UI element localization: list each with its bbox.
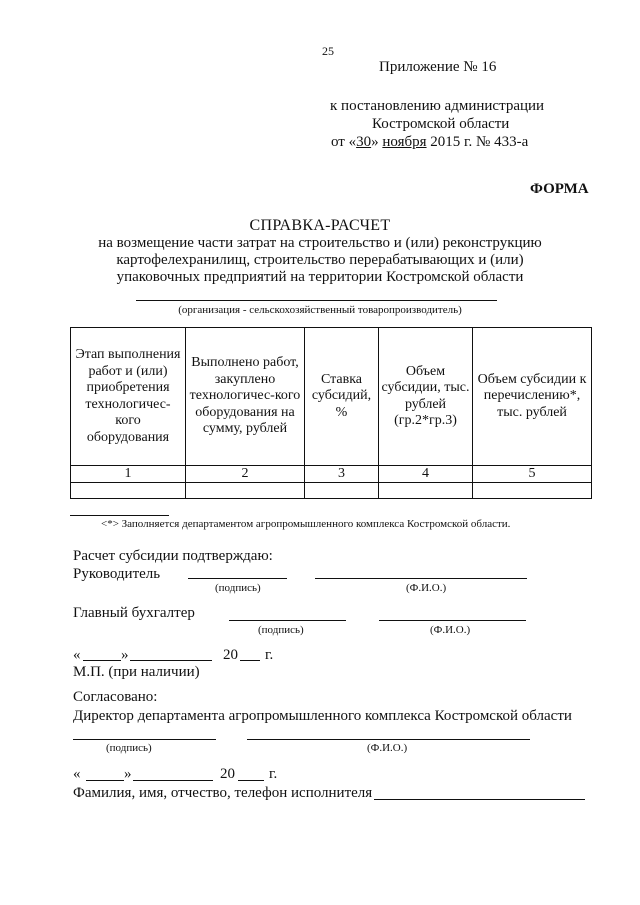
table-number-row xyxy=(71,466,592,483)
confirm-date-open: « xyxy=(73,647,81,663)
appendix-date xyxy=(331,134,528,151)
agreed-date-open: « xyxy=(73,766,81,782)
header-stage: Этап выполнения работ и (или) приобретения технологичес-кого оборудования xyxy=(71,328,186,466)
accountant-signature-caption: (подпись) xyxy=(258,624,304,636)
agreed-day-line[interactable] xyxy=(86,780,124,781)
subtitle-text: на возмещение части затрат на строительство и (или) реконструкцию картофелехранилищ, строительство перерабатывающих и (или) упаковочных предприятий на территории Костромской области xyxy=(98,235,542,285)
date-prefix: от « xyxy=(331,134,357,150)
appendix-line-2: Костромской области xyxy=(372,116,510,132)
accountant-name-caption: (Ф.И.О.) xyxy=(430,624,471,636)
executor-field-line[interactable] xyxy=(374,799,585,800)
calculation-table xyxy=(70,327,592,499)
confirm-year: 20 xyxy=(223,647,238,663)
header-completed-amount: Выполнено работ, закуплено технологичес-кого оборудования на сумму, рублей xyxy=(186,328,305,466)
form-label: ФОРМА xyxy=(530,181,589,197)
head-signature-caption: (подпись) xyxy=(215,582,261,594)
date-day: 30 xyxy=(356,134,372,150)
director-name-caption: (Ф.И.О.) xyxy=(367,742,408,754)
organization-caption: (организация - сельскохозяйственный товаропроизводитель) xyxy=(178,304,462,316)
agreed-year-suffix: г. xyxy=(269,766,278,782)
head-signature-line[interactable] xyxy=(188,578,287,579)
director-signature-line[interactable] xyxy=(73,739,216,740)
date-year: 2015 г. № xyxy=(426,134,495,150)
agreed-month-line[interactable] xyxy=(133,780,213,781)
table-cell[interactable] xyxy=(186,483,305,499)
agreed-heading: Согласовано: xyxy=(73,689,158,705)
accountant-name-line[interactable] xyxy=(379,620,526,621)
director-label: Директор департамента агропромышленного комплекса Костромской области xyxy=(73,708,572,724)
executor-label: Фамилия, имя, отчество, телефон исполнителя xyxy=(73,785,373,801)
table-cell[interactable] xyxy=(379,483,473,499)
confirm-day-line[interactable] xyxy=(83,660,121,661)
confirm-year-suffix: г. xyxy=(265,647,274,663)
table-cell[interactable] xyxy=(71,483,186,499)
header-subsidy-volume: Объем субсидии, тыс. рублей (гр.2*гр.3) xyxy=(379,328,473,466)
footnote: <*> Заполняется департаментом агропромышленного комплекса Костромской области. xyxy=(101,518,511,530)
page-number: 25 xyxy=(322,44,334,58)
head-name-caption: (Ф.И.О.) xyxy=(406,582,447,594)
confirm-year-line[interactable] xyxy=(240,660,260,661)
table-cell[interactable] xyxy=(305,483,379,499)
organization-field-line[interactable] xyxy=(136,300,497,301)
confirm-date-close: » xyxy=(121,647,129,663)
head-name-line[interactable] xyxy=(315,578,527,579)
column-number: 3 xyxy=(305,466,379,483)
document-title: СПРАВКА-РАСЧЕТ xyxy=(249,217,391,234)
head-label: Руководитель xyxy=(73,566,161,582)
confirm-heading: Расчет субсидии подтверждаю: xyxy=(73,548,273,564)
document-subtitle xyxy=(0,235,640,286)
column-number: 1 xyxy=(71,466,186,483)
date-month: ноября xyxy=(382,134,427,150)
appendix-line-1: к постановлению администрации xyxy=(330,98,545,114)
stamp-label: М.П. (при наличии) xyxy=(73,664,200,680)
appendix-title: Приложение № 16 xyxy=(379,59,497,75)
date-number: 433-а xyxy=(494,134,529,150)
column-number: 5 xyxy=(473,466,592,483)
table-header-row xyxy=(71,328,592,466)
table-cell[interactable] xyxy=(473,483,592,499)
header-subsidy-rate: Ставка субсидий, % xyxy=(305,328,379,466)
header-subsidy-transfer: Объем субсидии к перечислению*, тыс. рублей xyxy=(473,328,592,466)
column-number: 4 xyxy=(379,466,473,483)
director-name-line[interactable] xyxy=(247,739,530,740)
agreed-date-close: » xyxy=(124,766,132,782)
agreed-year-line[interactable] xyxy=(238,780,264,781)
agreed-year: 20 xyxy=(220,766,235,782)
footnote-separator xyxy=(70,515,169,516)
accountant-signature-line[interactable] xyxy=(229,620,346,621)
director-signature-caption: (подпись) xyxy=(106,742,152,754)
accountant-label: Главный бухгалтер xyxy=(73,605,195,621)
confirm-month-line[interactable] xyxy=(130,660,212,661)
date-mid: » xyxy=(371,134,383,150)
column-number: 2 xyxy=(186,466,305,483)
table-row xyxy=(71,483,592,499)
